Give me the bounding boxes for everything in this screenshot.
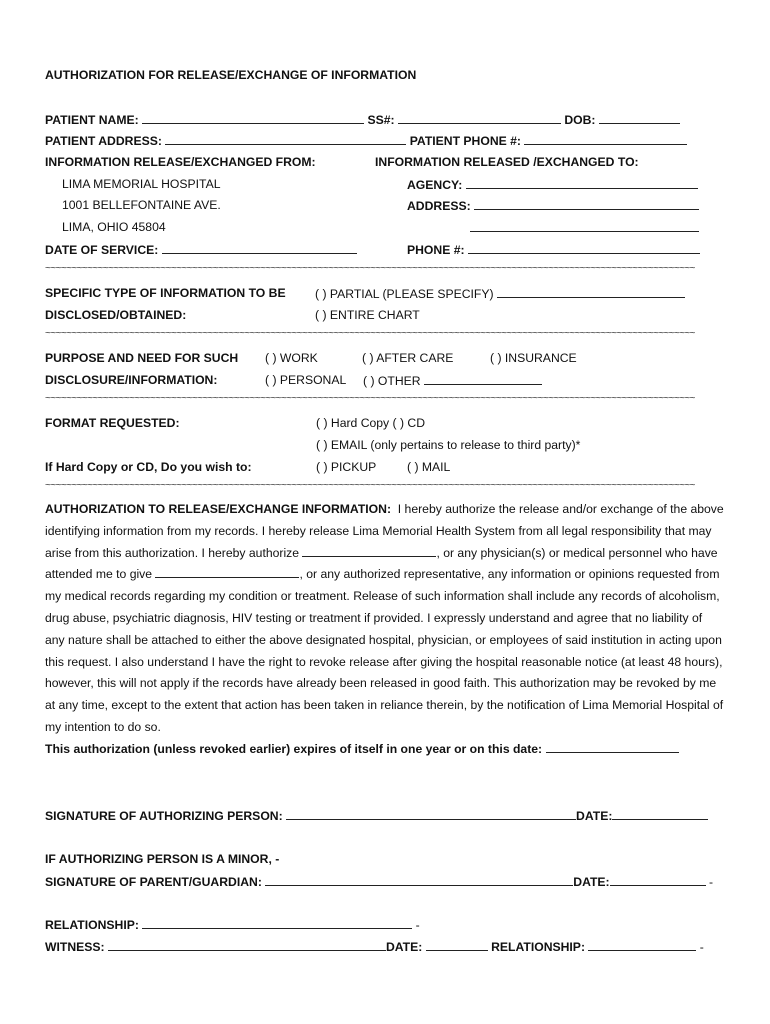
- witness-row: [45, 938, 704, 955]
- ss-field[interactable]: [398, 111, 561, 124]
- insurance-option[interactable]: ( ) INSURANCE: [490, 351, 577, 365]
- specific-label-1: SPECIFIC TYPE OF INFORMATION TO BE: [45, 286, 286, 300]
- witness-relationship-label: RELATIONSHIP:: [491, 940, 585, 954]
- patient-address-field[interactable]: [165, 132, 406, 145]
- authorization-text-b: , or any physician(s) or medical personnel who have attended me to give: [45, 545, 718, 582]
- auth-signature-label: SIGNATURE OF AUTHORIZING PERSON:: [45, 809, 283, 823]
- dob-field[interactable]: [599, 111, 680, 124]
- to-address-row: [407, 197, 699, 214]
- authorization-text-c: , or any authorized representative, any information or opinions requested from my medical records regarding my condition or treatment. Release of such information shall include any records of alcoholism, drug abuse, psychiatric diagnosis, HIV testing or treatment if provided. I expressly understand and agree that no liability of any nature shall be attached to either the above designated hospital, physician, or employees of said institution in acting upon this request. I also understand I have the right to revoke release after giving the hospital reasonable notice (at least 48 hours), however, this will not apply if the records have already been released in good faith. This authorization may be revoked by me at any time, except to the extent that action has been taken in reliance therein, by the notification of Lima Memorial Hospital of my intention to do so.: [45, 567, 724, 734]
- to-heading: INFORMATION RELEASED /EXCHANGED TO:: [375, 155, 639, 169]
- relationship-row: [45, 916, 420, 933]
- to-address-field[interactable]: [474, 197, 699, 210]
- auth-signature-row: [45, 807, 708, 824]
- pickup-option[interactable]: ( ) PICKUP: [316, 460, 377, 474]
- witness-label: WITNESS:: [45, 940, 105, 954]
- auth-date-label: DATE:: [576, 809, 613, 823]
- witness-relationship-field[interactable]: [588, 938, 696, 951]
- partial-option-row: [315, 285, 685, 302]
- personal-option[interactable]: ( ) PERSONAL: [265, 373, 347, 387]
- patient-name-field[interactable]: [142, 111, 364, 124]
- patient-phone-label: PATIENT PHONE #:: [409, 134, 521, 148]
- agency-field[interactable]: [466, 176, 698, 189]
- partial-specify-field[interactable]: [497, 285, 685, 298]
- entire-chart-option[interactable]: ( ) ENTIRE CHART: [315, 308, 420, 322]
- from-line1: LIMA MEMORIAL HOSPITAL: [62, 177, 221, 191]
- to-phone-field[interactable]: [468, 241, 700, 254]
- witness-row-dash: -: [699, 940, 704, 954]
- auth-signature-field[interactable]: [286, 807, 576, 820]
- mail-option[interactable]: ( ) MAIL: [407, 460, 451, 474]
- authorization-paragraph: AUTHORIZATION TO RELEASE/EXCHANGE INFORMATION: I hereby authorize the release and/or exchange of the above identifying information from my records. I hereby release Lima Memorial Health System from all legal responsibility that may arise from this authorization. I hereby authorize , or any physician(s) or medical personnel who have attended me to give , or any authorized representative, any information or opinions requested from my medical records regarding my condition or treatment. Release of such information shall include any records of alcoholism, drug abuse, psychiatric diagnosis, HIV testing or treatment if provided. I expressly understand and agree that no liability of any nature shall be attached to either the above designated hospital, physician, or employees of said institution in acting upon this request. I also understand I have the right to revoke release after giving the hospital reasonable notice (at least 48 hours), however, this will not apply if the records have already been released in good faith. This authorization may be revoked by me at any time, except to the extent that action has been taken in reliance therein, by the notification of Lima Memorial Hospital of my intention to do so. This authorization (unless revoked earlier) expires of itself in one year or on this date:: [45, 502, 724, 756]
- specific-label-2: DISCLOSED/OBTAINED:: [45, 308, 187, 322]
- email-option[interactable]: ( ) EMAIL (only pertains to release to third party)*: [316, 438, 581, 452]
- to-address-field-2[interactable]: [470, 219, 699, 232]
- patient-phone-field[interactable]: [524, 132, 687, 145]
- parent-date-label: DATE:: [573, 875, 610, 889]
- parent-signature-label: SIGNATURE OF PARENT/GUARDIAN:: [45, 875, 262, 889]
- witness-date-label: DATE:: [385, 940, 423, 954]
- parent-signature-row: [45, 873, 713, 890]
- give-to-party-field[interactable]: [155, 565, 299, 578]
- patient-address-row: [45, 132, 687, 149]
- aftercare-option[interactable]: ( ) AFTER CARE: [362, 351, 454, 365]
- purpose-label-1: PURPOSE AND NEED FOR SUCH: [45, 351, 239, 365]
- patient-name-label: PATIENT NAME:: [45, 113, 139, 127]
- from-heading: INFORMATION RELEASE/EXCHANGED FROM:: [45, 155, 316, 169]
- agency-row: [407, 176, 698, 193]
- authorization-heading: AUTHORIZATION TO RELEASE/EXCHANGE INFORMATION: [45, 502, 387, 516]
- work-option[interactable]: ( ) WORK: [265, 351, 318, 365]
- relationship-field[interactable]: [142, 916, 412, 929]
- from-line2: 1001 BELLEFONTAINE AVE.: [62, 198, 221, 212]
- to-phone-label: PHONE #:: [407, 243, 465, 257]
- date-of-service-label: DATE OF SERVICE:: [45, 243, 159, 257]
- patient-name-row: [45, 111, 680, 128]
- authorize-party-field[interactable]: [302, 544, 436, 557]
- other-option[interactable]: ( ) OTHER: [363, 374, 421, 388]
- witness-field[interactable]: [108, 938, 386, 951]
- authorization-text-a: I hereby authorize the release and/or exchange of the above identifying information from my records. I hereby release Lima Memorial Health System from all legal responsibility that may arise from this authorization. I hereby authorize: [45, 502, 724, 560]
- separator-3: ~~~~~~~~~~~~~~~~~~~~~~~~~~~~~~~~~~~~~~~~~~~~~~~~~~~~~~~~~~~~~~~~~~~~~~~~~~~~~~~~~~~~~~~~~~~~~~~~~~~~~~~~~~~~~~~~~~~~~~~~~~~~: [45, 394, 695, 404]
- ss-label: SS#:: [367, 113, 395, 127]
- separator-4: ~~~~~~~~~~~~~~~~~~~~~~~~~~~~~~~~~~~~~~~~~~~~~~~~~~~~~~~~~~~~~~~~~~~~~~~~~~~~~~~~~~~~~~~~~~~~~~~~~~~~~~~~~~~~~~~~~~~~~~~~~~~~: [45, 481, 695, 491]
- purpose-label-2: DISCLOSURE/INFORMATION:: [45, 373, 218, 387]
- auth-date-field[interactable]: [612, 807, 708, 820]
- date-of-service-field[interactable]: [162, 241, 357, 254]
- expiration-date-field[interactable]: [546, 740, 679, 753]
- form-title: AUTHORIZATION FOR RELEASE/EXCHANGE OF INFORMATION: [45, 68, 417, 82]
- to-address-label: ADDRESS:: [407, 199, 471, 213]
- witness-date-field[interactable]: [426, 938, 488, 951]
- separator-1: ~~~~~~~~~~~~~~~~~~~~~~~~~~~~~~~~~~~~~~~~~~~~~~~~~~~~~~~~~~~~~~~~~~~~~~~~~~~~~~~~~~~~~~~~~~~~~~~~~~~~~~~~~~~~~~~~~~~~~~~~~~~~: [45, 264, 695, 274]
- parent-signature-field[interactable]: [265, 873, 573, 886]
- relationship-label: RELATIONSHIP:: [45, 918, 139, 932]
- patient-address-label: PATIENT ADDRESS:: [45, 134, 162, 148]
- hardcopy-cd-options[interactable]: ( ) Hard Copy ( ) CD: [316, 416, 426, 430]
- separator-2: ~~~~~~~~~~~~~~~~~~~~~~~~~~~~~~~~~~~~~~~~~~~~~~~~~~~~~~~~~~~~~~~~~~~~~~~~~~~~~~~~~~~~~~~~~~~~~~~~~~~~~~~~~~~~~~~~~~~~~~~~~~~~: [45, 329, 695, 339]
- expiration-text: This authorization (unless revoked earlier) expires of itself in one year or on this date:: [45, 741, 543, 756]
- to-address-row2: [470, 219, 699, 236]
- from-line3: LIMA, OHIO 45804: [62, 220, 166, 234]
- wish-label: If Hard Copy or CD, Do you wish to:: [45, 460, 252, 474]
- other-specify-field[interactable]: [424, 372, 542, 385]
- to-phone-row: [407, 241, 700, 258]
- agency-label: AGENCY:: [407, 178, 463, 192]
- date-of-service-row: [45, 241, 357, 258]
- format-label: FORMAT REQUESTED:: [45, 416, 180, 430]
- other-option-row: [363, 372, 542, 389]
- minor-label: IF AUTHORIZING PERSON IS A MINOR, -: [45, 852, 280, 866]
- relationship-row-dash: -: [415, 918, 420, 932]
- parent-date-field[interactable]: [610, 873, 706, 886]
- parent-row-dash: -: [709, 875, 714, 889]
- dob-label: DOB:: [564, 113, 596, 127]
- partial-option[interactable]: ( ) PARTIAL (PLEASE SPECIFY): [315, 287, 494, 301]
